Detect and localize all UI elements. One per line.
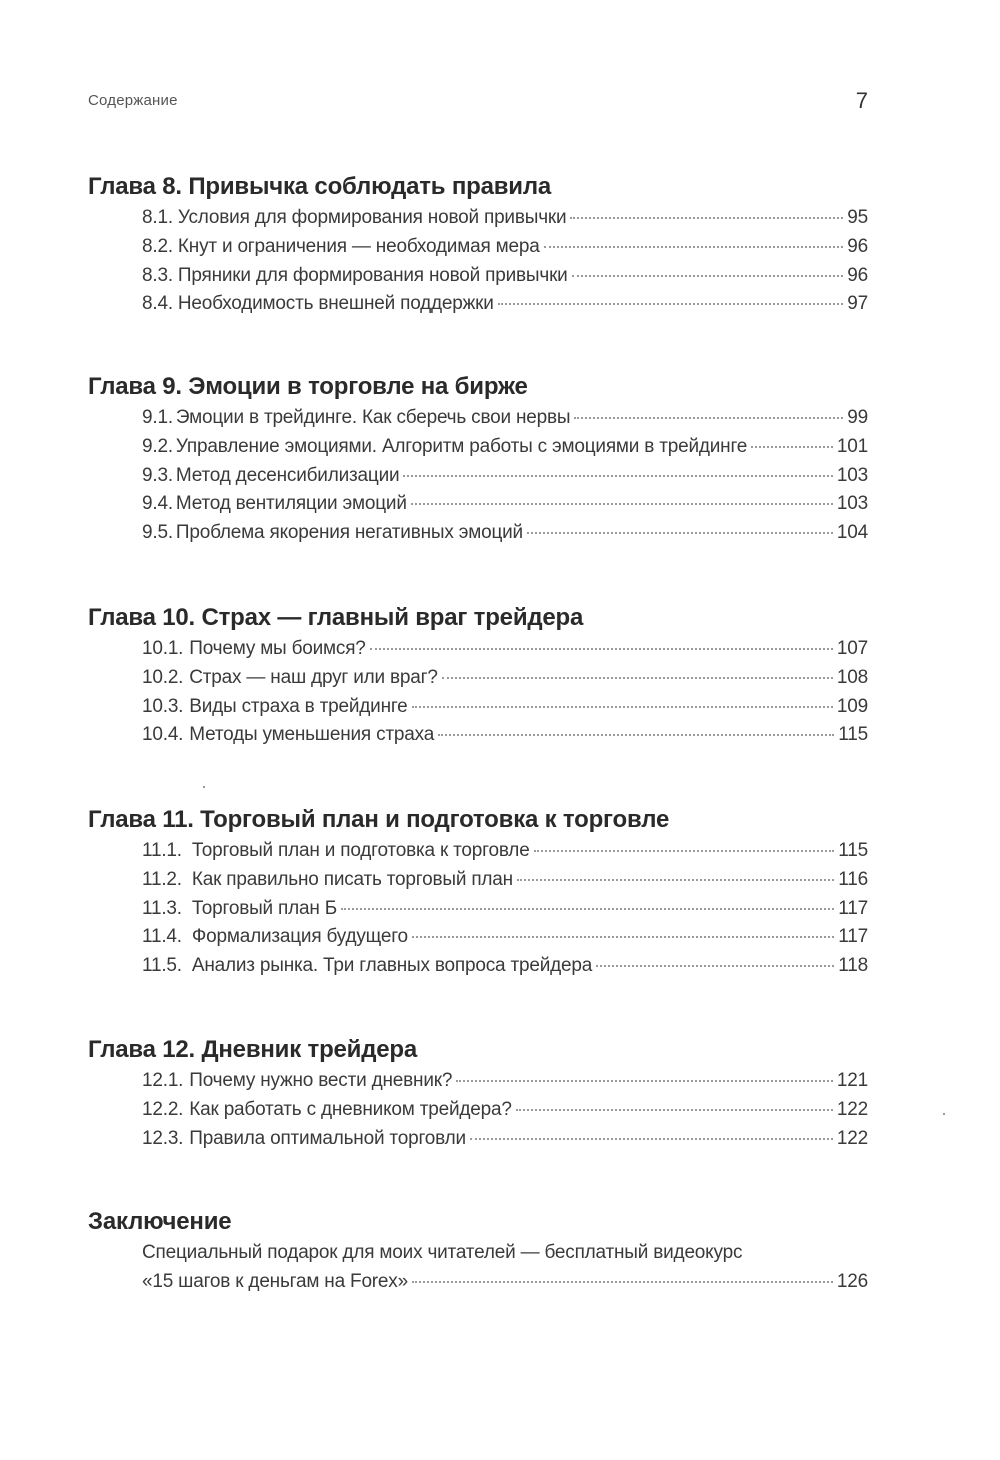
entry-number: 11.4.: [142, 926, 182, 948]
entry-page: 104: [836, 522, 868, 544]
entry-page: 117: [838, 926, 868, 948]
entry-page: 96: [847, 235, 868, 257]
dot-leader: [498, 303, 844, 305]
entry-title: Почему нужно вести дневник?: [189, 1070, 453, 1091]
entry-title: Анализ рынка. Три главных вопроса трейдера: [191, 955, 593, 977]
entry-number: 10.1.: [142, 638, 184, 659]
entry-title: Пряники для формирования новой привычки: [177, 264, 568, 286]
dot-leader: [572, 275, 844, 277]
dot-leader: [442, 677, 833, 679]
conclusion: [88, 1207, 868, 1297]
entry-page: 122: [836, 1127, 868, 1149]
dot-leader: [403, 475, 832, 477]
entry-title: Методы уменьшения страха: [189, 724, 435, 746]
dot-leader: [516, 1109, 833, 1111]
entry-number: 9.2.: [142, 435, 173, 457]
conclusion-line-1: Специальный подарок для моих читателей — бесплатный видеокурс: [142, 1242, 743, 1263]
entry-number: 11.5.: [142, 955, 182, 977]
toc-entry[interactable]: [142, 262, 868, 291]
entry-title: Правила оптимальной торговли: [189, 1127, 466, 1149]
entry-page: 122: [836, 1098, 868, 1120]
toc-entry[interactable]: [142, 664, 868, 693]
entry-number: 9.4.: [142, 493, 173, 515]
chapter-title: Глава 9. Эмоции в торговле на бирже: [88, 373, 528, 400]
entry-title: Формализация будущего: [191, 926, 408, 948]
entry-title: Метод вентиляции эмоций: [175, 493, 407, 515]
dot-leader: [412, 706, 833, 708]
entry-page: 109: [836, 695, 868, 717]
dot-leader: [412, 1281, 833, 1283]
chapter-title: Глава 12. Дневник трейдера: [88, 1036, 418, 1063]
entry-title: Почему мы боимся?: [189, 638, 366, 659]
entry-title: Страх — наш друг или враг?: [189, 666, 438, 688]
entry-number: 9.1.: [142, 407, 173, 428]
toc-entry[interactable]: [142, 923, 868, 952]
entry-number: 11.3.: [142, 897, 182, 919]
dot-leader: [570, 217, 843, 219]
entry-page: 103: [836, 493, 868, 515]
entry-title: Необходимость внешней поддержки: [177, 293, 494, 315]
dot-leader: [438, 734, 834, 736]
entry-page: 97: [847, 293, 868, 315]
dot-leader: [341, 908, 834, 910]
toc-entry[interactable]: [142, 952, 868, 981]
entry-number: 8.1.: [142, 207, 173, 228]
dot-leader: [544, 246, 844, 248]
toc-entry[interactable]: [142, 1268, 868, 1297]
chapter-entries: [142, 204, 868, 319]
entry-page: 96: [847, 264, 868, 286]
chapter-entries: [142, 1067, 868, 1153]
entry-number: 10.3.: [142, 695, 184, 717]
entry-title: Как работать с дневником трейдера?: [189, 1098, 512, 1120]
toc-entry[interactable]: [142, 490, 868, 519]
chapter-entries: [142, 837, 868, 981]
entry-title: Эмоции в трейдинге. Как сберечь свои нервы: [175, 407, 571, 428]
conclusion-title: Заключение: [88, 1208, 232, 1235]
toc-entry[interactable]: [142, 233, 868, 262]
dot-leader: [456, 1080, 833, 1082]
chapter-10: [88, 603, 868, 750]
toc-entry[interactable]: [142, 837, 868, 866]
toc-entry[interactable]: [142, 866, 868, 895]
dot-leader: [527, 532, 833, 534]
running-head: Содержание: [88, 92, 178, 109]
toc-entry[interactable]: [142, 519, 868, 548]
entry-title: Как правильно писать торговый план: [191, 868, 513, 890]
entry-page: 117: [838, 897, 868, 919]
entry-title: Торговый план и подготовка к торговле: [191, 840, 530, 861]
chapter-title: Глава 10. Страх — главный враг трейдера: [88, 604, 584, 631]
entry-title: Кнут и ограничения — необходимая мера: [177, 235, 540, 257]
entry-number: 8.2.: [142, 235, 173, 257]
entry-number: 11.1.: [142, 840, 182, 861]
entry-title: Условия для формирования новой привычки: [177, 207, 567, 228]
entry-title: «15 шагов к деньгам на Forex»: [142, 1270, 408, 1292]
conclusion-entries: [142, 1239, 868, 1297]
entry-number: 10.4.: [142, 724, 184, 746]
entry-page: 121: [836, 1070, 868, 1091]
toc-entry[interactable]: [142, 1125, 868, 1154]
dot-leader: [534, 850, 835, 852]
page-number: 7: [855, 88, 868, 113]
entry-page: 115: [838, 724, 868, 746]
toc-entry[interactable]: [142, 462, 868, 491]
entry-page: 107: [836, 638, 868, 659]
entry-page: 115: [838, 840, 868, 861]
dot-leader: [412, 936, 834, 938]
entry-number: 10.2.: [142, 666, 184, 688]
scan-speck: [203, 786, 205, 788]
scan-speck: [943, 1113, 945, 1115]
entry-number: 9.5.: [142, 522, 173, 544]
entry-page: 118: [838, 955, 868, 977]
entry-page: 103: [836, 464, 868, 486]
toc-entry[interactable]: [142, 635, 868, 664]
entry-title: Метод десенсибилизации: [175, 464, 400, 486]
entry-page: 95: [847, 207, 868, 228]
toc-entry[interactable]: [142, 204, 868, 233]
dot-leader: [411, 503, 833, 505]
dot-leader: [751, 446, 833, 448]
toc-entry[interactable]: [142, 1096, 868, 1125]
toc-entry[interactable]: [142, 1067, 868, 1096]
dot-leader: [370, 648, 833, 650]
dot-leader: [470, 1138, 833, 1140]
entry-number: 8.4.: [142, 293, 173, 315]
toc-entry[interactable]: [142, 693, 868, 722]
dot-leader: [596, 965, 834, 967]
chapter-11: [88, 805, 868, 981]
entry-page: 108: [836, 666, 868, 688]
entry-title: Виды страха в трейдинге: [189, 695, 408, 717]
chapter-9: [88, 372, 868, 548]
entry-number: 9.3.: [142, 464, 173, 486]
entry-number: 8.3.: [142, 264, 173, 286]
entry-page: 99: [847, 407, 868, 428]
chapter-8: [88, 172, 868, 319]
entry-page: 101: [836, 435, 868, 457]
entry-title: Управление эмоциями. Алгоритм работы с эмоциями в трейдинге: [175, 435, 748, 457]
entry-number: 12.3.: [142, 1127, 184, 1149]
chapter-title: Глава 8. Привычка соблюдать правила: [88, 173, 552, 200]
entry-page: 116: [838, 868, 868, 890]
chapter-title: Глава 11. Торговый план и подготовка к торговле: [88, 806, 670, 833]
entry-number: 12.2.: [142, 1098, 184, 1120]
toc-entry[interactable]: [142, 895, 868, 924]
dot-leader: [517, 879, 834, 881]
toc-entry[interactable]: [142, 290, 868, 319]
toc-entry[interactable]: [142, 404, 868, 433]
chapter-entries: [142, 635, 868, 750]
toc-entry[interactable]: [142, 721, 868, 750]
entry-number: 12.1.: [142, 1070, 184, 1091]
entry-title: Торговый план Б: [191, 897, 338, 919]
entry-title: Проблема якорения негативных эмоций: [175, 522, 523, 544]
chapter-entries: [142, 404, 868, 548]
entry-number: 11.2.: [142, 868, 182, 890]
toc-entry[interactable]: [142, 433, 868, 462]
entry-page: 126: [836, 1270, 868, 1292]
dot-leader: [574, 417, 843, 419]
chapter-12: [88, 1035, 868, 1153]
